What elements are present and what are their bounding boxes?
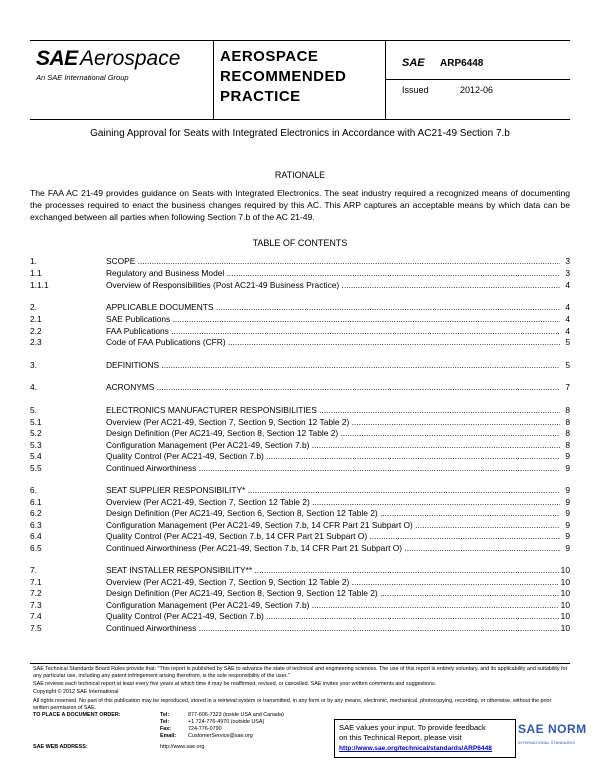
header-divider <box>385 41 386 119</box>
toc-entry <box>30 531 570 542</box>
toc-page: 4 <box>565 314 570 324</box>
toc-entry <box>30 463 570 474</box>
toc-number: 4. <box>30 382 37 392</box>
toc-number: 1. <box>30 256 37 266</box>
toc-entry <box>30 382 570 393</box>
toc-page: 4 <box>565 302 570 312</box>
toc-entry <box>30 508 570 519</box>
toc-entry <box>30 600 570 611</box>
toc-number: 6.3 <box>30 520 42 530</box>
toc-page: 5 <box>565 337 570 347</box>
board-rules-note: SAE Technical Standards Board Rules provide that: "This report is published by SAE to advance the state of technical and engineering sciences. The use of this report is entirely voluntary, and its applicability and suitability for any particular use, including any patent infringement arising therefrom, is the sole responsibility of the user." <box>33 666 568 679</box>
sae-norm-logo: SAE NORM <box>518 722 587 736</box>
feedback-text: on this Technical Report, please visit <box>339 733 462 742</box>
toc-number: 7.1 <box>30 577 42 587</box>
toc-number: 2.1 <box>30 314 42 324</box>
header-divider <box>386 79 570 80</box>
toc-number: 2.3 <box>30 337 42 347</box>
toc-page: 9 <box>565 485 570 495</box>
toc-entry <box>30 326 570 337</box>
toc-number: 5.2 <box>30 428 42 438</box>
document-title: Gaining Approval for Seats with Integrated Electronics in Accordance with AC21-49 Section 7.b <box>90 128 510 139</box>
toc-entry <box>30 405 570 416</box>
toc-number: 1.1.1 <box>30 280 49 290</box>
toc-entry <box>30 417 570 428</box>
toc-text: Configuration Management (Per AC21-49, Section 7.b) ..... <box>106 440 560 451</box>
toc-number: 7. <box>30 565 37 575</box>
toc-text: Overview (Per AC21-49, Section 7, Section 12 Table 2) ..... <box>106 497 560 508</box>
toc-text: Design Definition (Per AC21-49, Section 6, Section 8, Section 12 Table 2) ..... <box>106 508 560 519</box>
contact-value: +1 724-776-4970 (outside USA) <box>188 719 265 725</box>
toc-page: 9 <box>565 497 570 507</box>
feedback-text: SAE values your input. To provide feedback <box>339 723 486 732</box>
contact-value: 724-776-0790 <box>188 726 222 732</box>
toc-entry <box>30 268 570 279</box>
toc-entry <box>30 565 570 576</box>
toc-number: 7.4 <box>30 611 42 621</box>
toc-entry <box>30 337 570 348</box>
toc-entry <box>30 302 570 313</box>
toc-text: ELECTRONICS MANUFACTURER RESPONSIBILITIES ..... <box>106 405 560 416</box>
toc-entry <box>30 428 570 439</box>
toc-text: ACRONYMS ..... <box>106 382 560 393</box>
toc-page: 9 <box>565 463 570 473</box>
toc-entry <box>30 588 570 599</box>
toc-text: Design Definition (Per AC21-49, Section 8, Section 9, Section 12 Table 2) ..... <box>106 588 560 599</box>
toc-page: 9 <box>565 451 570 461</box>
toc-text: Configuration Management (Per AC21-49, Section 7.b) ..... <box>106 600 560 611</box>
toc-number: 6.1 <box>30 497 42 507</box>
toc-page: 7 <box>565 382 570 392</box>
toc-number: 3. <box>30 360 37 370</box>
toc-entry <box>30 623 570 634</box>
contact-label: Tel: <box>160 719 170 725</box>
document-header <box>30 40 570 120</box>
toc-text: Overview of Responsibilities (Post AC21-49 Business Practice) ..... <box>106 280 560 291</box>
toc-page: 9 <box>565 520 570 530</box>
aerospace-logo-text: Aerospace <box>80 47 181 70</box>
toc-text: SCOPE ..... <box>106 256 560 267</box>
toc-page: 10 <box>560 588 570 598</box>
toc-entry <box>30 280 570 291</box>
toc-text: Configuration Management (Per AC21-49, Section 7.b, 14 CFR Part 21 Subpart O) ..... <box>106 520 560 531</box>
toc-page: 3 <box>565 268 570 278</box>
toc-number: 7.5 <box>30 623 42 633</box>
web-link[interactable]: http://www.sae.org <box>160 744 205 750</box>
toc-text: Quality Control (Per AC21-49, Section 7.b) ..... <box>106 611 560 622</box>
sae-logo: SAE <box>36 47 78 70</box>
toc-page: 5 <box>565 360 570 370</box>
toc-number: 7.2 <box>30 588 42 598</box>
toc-entry <box>30 497 570 508</box>
toc-entry <box>30 256 570 267</box>
toc-page: 10 <box>560 577 570 587</box>
toc-page: 9 <box>565 531 570 541</box>
review-note: SAE reviews each technical report at least every five years at which time it may be reaffirmed, revised, or cancelled. SAE invites your written comments and suggestions. <box>33 681 437 687</box>
toc-text: Continued Airworthiness ..... <box>106 623 560 634</box>
toc-number: 2.2 <box>30 326 42 336</box>
toc-number: 1.1 <box>30 268 42 278</box>
toc-text: SEAT INSTALLER RESPONSIBILITY** ..... <box>106 565 560 576</box>
toc-text: Design Definition (Per AC21-49, Section 8, Section 12 Table 2) ..... <box>106 428 560 439</box>
web-label: SAE WEB ADDRESS: <box>33 744 88 750</box>
toc-entry <box>30 520 570 531</box>
toc-page: 8 <box>565 417 570 427</box>
toc-text: Quality Control (Per AC21-49, Section 7.b) ..... <box>106 451 560 462</box>
toc-entry <box>30 314 570 325</box>
toc-text: APPLICABLE DOCUMENTS ..... <box>106 302 560 313</box>
toc-page: 8 <box>565 440 570 450</box>
toc-text: DEFINITIONS ..... <box>106 360 560 371</box>
toc-page: 4 <box>565 280 570 290</box>
toc-page: 8 <box>565 405 570 415</box>
toc-number: 6. <box>30 485 37 495</box>
toc-number: 5.3 <box>30 440 42 450</box>
toc-number: 2. <box>30 302 37 312</box>
sae-small-logo: SAE <box>402 57 425 69</box>
contact-label: Tel: <box>160 712 170 718</box>
toc-text: Continued Airworthiness (Per AC21-49, Section 7.b, 14 CFR Part 21 Subpart O) ..... <box>106 543 560 554</box>
toc-entry <box>30 485 570 496</box>
toc-entry <box>30 543 570 554</box>
document-number: ARP6448 <box>440 58 484 69</box>
toc-number: 5.5 <box>30 463 42 473</box>
header-divider <box>213 41 214 119</box>
toc-number: 6.4 <box>30 531 42 541</box>
toc-number: 5. <box>30 405 37 415</box>
copyright: Copyright © 2012 SAE International <box>33 689 119 695</box>
contact-label: Email: <box>160 733 177 739</box>
toc-entry <box>30 577 570 588</box>
toc-number: 5.4 <box>30 451 42 461</box>
toc-number: 6.2 <box>30 508 42 518</box>
contact-email[interactable]: CustomerService@sae.org <box>188 733 253 739</box>
toc-page: 10 <box>560 565 570 575</box>
footer-divider <box>30 663 570 664</box>
issued-date: 2012-06 <box>460 85 494 95</box>
toc-text: SEAT SUPPLIER RESPONSIBILITY* ..... <box>106 485 560 496</box>
toc-text: Continued Airworthiness ..... <box>106 463 560 474</box>
toc-number: 5.1 <box>30 417 42 427</box>
toc-text: Code of FAA Publications (CFR) ..... <box>106 337 560 348</box>
order-label: TO PLACE A DOCUMENT ORDER: <box>33 712 121 718</box>
issued-label: Issued <box>402 85 429 95</box>
document-type-title: AEROSPACE RECOMMENDED PRACTICE <box>220 48 347 105</box>
feedback-box <box>334 719 516 758</box>
toc-page: 9 <box>565 508 570 518</box>
toc-entry <box>30 360 570 371</box>
toc-page: 10 <box>560 611 570 621</box>
toc-text: Quality Control (Per AC21-49, Section 7.b, 14 CFR Part 21 Subpart O) ..... <box>106 531 560 542</box>
toc-page: 9 <box>565 543 570 553</box>
toc-page: 10 <box>560 623 570 633</box>
contact-label: Fax: <box>160 726 172 732</box>
toc-entry <box>30 451 570 462</box>
toc-text: Regulatory and Business Model ..... <box>106 268 560 279</box>
logo-subtitle: An SAE International Group <box>36 73 129 82</box>
feedback-link[interactable]: http://www.sae.org/technical/standards/ARP6448 <box>339 745 492 752</box>
toc-text: Overview (Per AC21-49, Section 7, Section 9, Section 12 Table 2) ..... <box>106 417 560 428</box>
contact-value: 877-606-7323 (inside USA and Canada) <box>188 712 284 718</box>
rationale-text: The FAA AC 21-49 provides guidance on Seats with Integrated Electronics. The seat industry required a recognized means of documenting the processes required to enact the business changes required by this AC. This ARP captures an acceptable means by which data can be exchanged between all parties when following Section 7.b of the AC 21-49. <box>30 188 570 222</box>
toc-page: 3 <box>565 256 570 266</box>
toc-page: 8 <box>565 428 570 438</box>
toc-number: 7.3 <box>30 600 42 610</box>
toc-entry <box>30 440 570 451</box>
toc-page: 4 <box>565 326 570 336</box>
toc-text: Overview (Per AC21-49, Section 7, Section 9, Section 12 Table 2) ..... <box>106 577 560 588</box>
sae-norm-subtitle: INTERNATIONAL STANDARDS <box>518 740 576 745</box>
toc-page: 10 <box>560 600 570 610</box>
toc-number: 6.5 <box>30 543 42 553</box>
toc-text: FAA Publications ..... <box>106 326 560 337</box>
rationale-heading: RATIONALE <box>274 170 326 180</box>
toc-text: SAE Publications ..... <box>106 314 560 325</box>
toc-heading: TABLE OF CONTENTS <box>252 238 348 248</box>
toc-entry <box>30 611 570 622</box>
rights-note: All rights reserved. No part of this publication may be reproduced, stored in a retrieval system or transmitted, in any form or by any means, electronic, mechanical, photocopying, recording, or otherwise, without the prior written permission of SAE. <box>33 698 552 711</box>
